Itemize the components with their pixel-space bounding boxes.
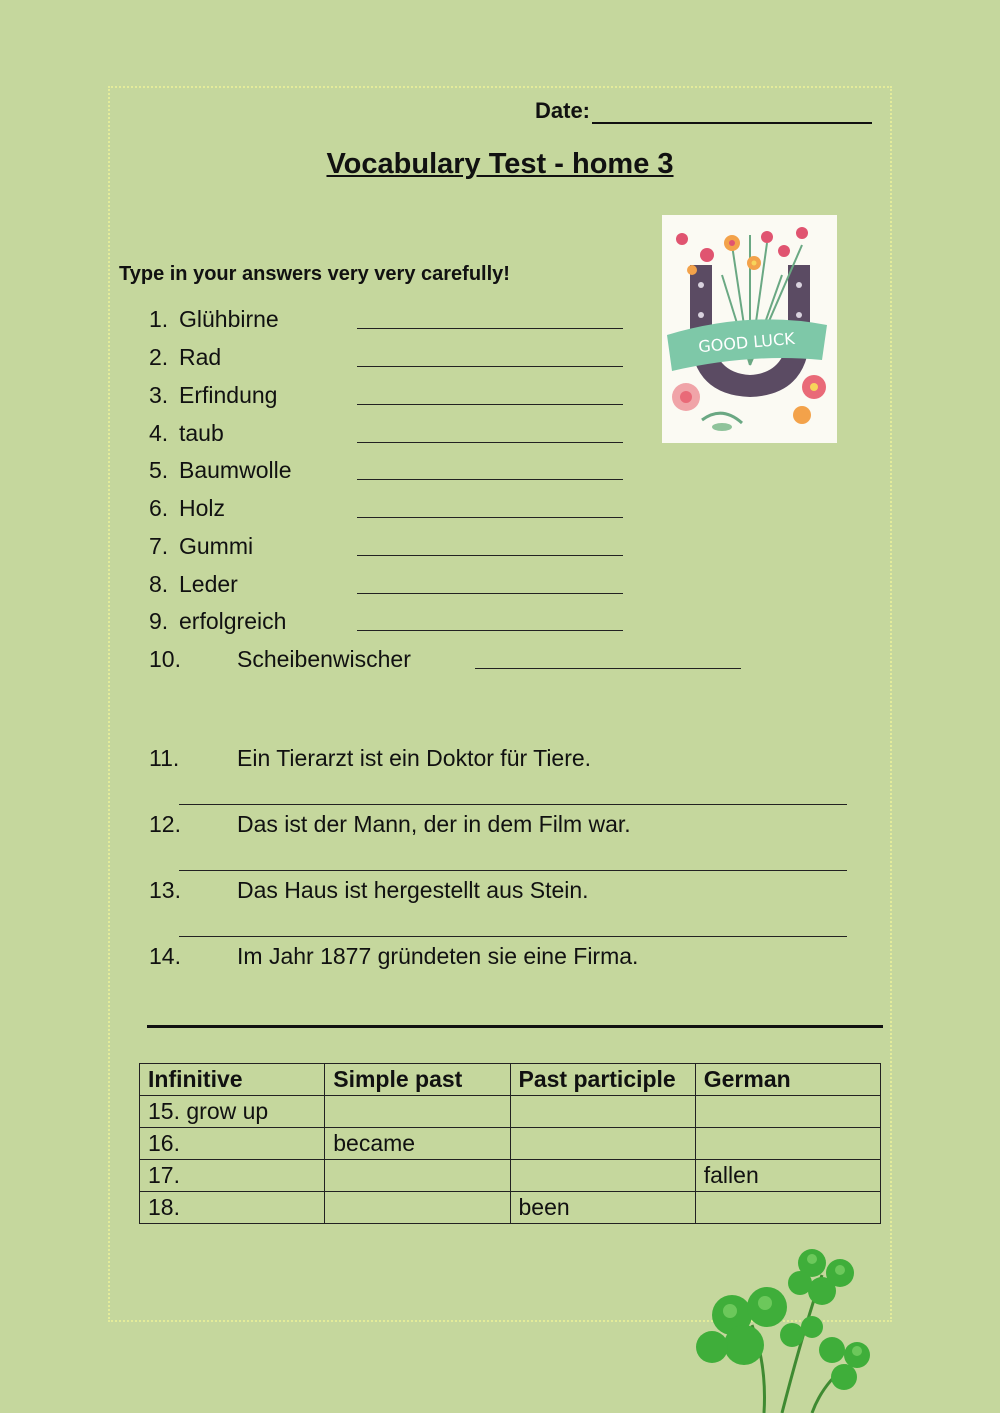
answer-blank[interactable]	[475, 668, 741, 669]
answer-line[interactable]	[179, 936, 847, 937]
good-luck-card-image	[662, 215, 837, 443]
item-number: 7.	[149, 533, 169, 559]
instruction-text: Type in your answers very very carefully!	[119, 263, 510, 285]
table-row	[140, 1192, 881, 1224]
table-cell-input[interactable]: 18.	[140, 1192, 325, 1224]
answer-line[interactable]	[147, 1025, 883, 1028]
item-number: 11.	[149, 745, 180, 771]
vocab-item	[149, 382, 749, 414]
answer-blank[interactable]	[357, 442, 623, 443]
column-header: German	[695, 1064, 880, 1096]
sentence-text: Das Haus ist hergestellt aus Stein.	[237, 877, 589, 903]
column-header: Infinitive	[140, 1064, 325, 1096]
item-number: 4.	[149, 420, 169, 446]
answer-line[interactable]	[179, 804, 847, 805]
vocab-item	[149, 306, 749, 338]
vocab-item	[149, 533, 749, 565]
table-cell-input[interactable]	[510, 1096, 695, 1128]
date-label: Date:	[535, 98, 591, 123]
item-number: 12.	[149, 811, 181, 837]
answer-line[interactable]	[179, 870, 847, 871]
answer-blank[interactable]	[357, 479, 623, 480]
vocab-word: Rad	[179, 344, 222, 370]
item-number: 9.	[149, 608, 169, 634]
answer-blank[interactable]	[357, 593, 623, 594]
item-number: 14.	[149, 943, 181, 969]
vocab-word: Erfindung	[179, 382, 278, 408]
banner-text: GOOD LUCK	[697, 328, 796, 357]
table-cell-input[interactable]	[695, 1192, 880, 1224]
sentence-text: Im Jahr 1877 gründeten sie eine Firma.	[237, 943, 639, 969]
table-cell-input[interactable]	[325, 1096, 510, 1128]
date-input-line[interactable]	[592, 102, 872, 124]
item-number: 5.	[149, 457, 169, 483]
vocab-item	[149, 420, 749, 452]
table-row	[140, 1160, 881, 1192]
table-cell: became	[325, 1128, 510, 1160]
table-cell: fallen	[695, 1160, 880, 1192]
table-cell-input[interactable]: 17.	[140, 1160, 325, 1192]
table-cell-input[interactable]	[325, 1192, 510, 1224]
vocab-word: Holz	[179, 495, 226, 521]
vocab-item	[149, 457, 749, 489]
shamrock-icon	[672, 1245, 882, 1413]
vocab-word: Glühbirne	[179, 306, 279, 332]
table-cell-input[interactable]: 16.	[140, 1128, 325, 1160]
column-header: Past participle	[510, 1064, 695, 1096]
answer-blank[interactable]	[357, 366, 623, 367]
page-title: Vocabulary Test - home 3	[326, 148, 674, 180]
item-number: 1.	[149, 306, 169, 332]
table-cell-input[interactable]	[325, 1160, 510, 1192]
answer-blank[interactable]	[357, 555, 623, 556]
answer-blank[interactable]	[357, 517, 623, 518]
table-header-row	[140, 1064, 881, 1096]
item-number: 6.	[149, 495, 169, 521]
vocab-word: Scheibenwischer	[237, 646, 411, 672]
item-number: 3.	[149, 382, 169, 408]
table-cell-input[interactable]	[695, 1096, 880, 1128]
vocab-item	[149, 608, 749, 640]
date-field	[535, 98, 872, 124]
table-row	[140, 1096, 881, 1128]
table-cell-input[interactable]	[510, 1128, 695, 1160]
answer-blank[interactable]	[357, 404, 623, 405]
vocab-item	[149, 646, 749, 678]
vocab-item	[149, 571, 749, 603]
vocab-word: Baumwolle	[179, 457, 292, 483]
item-number: 2.	[149, 344, 169, 370]
sentence-text: Ein Tierarzt ist ein Doktor für Tiere.	[237, 745, 592, 771]
table-cell-input[interactable]	[695, 1128, 880, 1160]
table-cell: 15. grow up	[140, 1096, 325, 1128]
item-number: 8.	[149, 571, 169, 597]
item-number: 10.	[149, 646, 181, 672]
answer-blank[interactable]	[357, 630, 623, 631]
vocab-word: taub	[179, 420, 224, 446]
vocab-word: Gummi	[179, 533, 254, 559]
column-header: Simple past	[325, 1064, 510, 1096]
vocab-word: Leder	[179, 571, 238, 597]
table-cell-input[interactable]	[510, 1160, 695, 1192]
table-cell: been	[510, 1192, 695, 1224]
table-row	[140, 1128, 881, 1160]
sentence-text: Das ist der Mann, der in dem Film war.	[237, 811, 631, 837]
vocab-item	[149, 495, 749, 527]
vocab-item	[149, 344, 749, 376]
verb-table	[139, 1063, 881, 1224]
answer-blank[interactable]	[357, 328, 623, 329]
vocab-word: erfolgreich	[179, 608, 287, 634]
item-number: 13.	[149, 877, 181, 903]
